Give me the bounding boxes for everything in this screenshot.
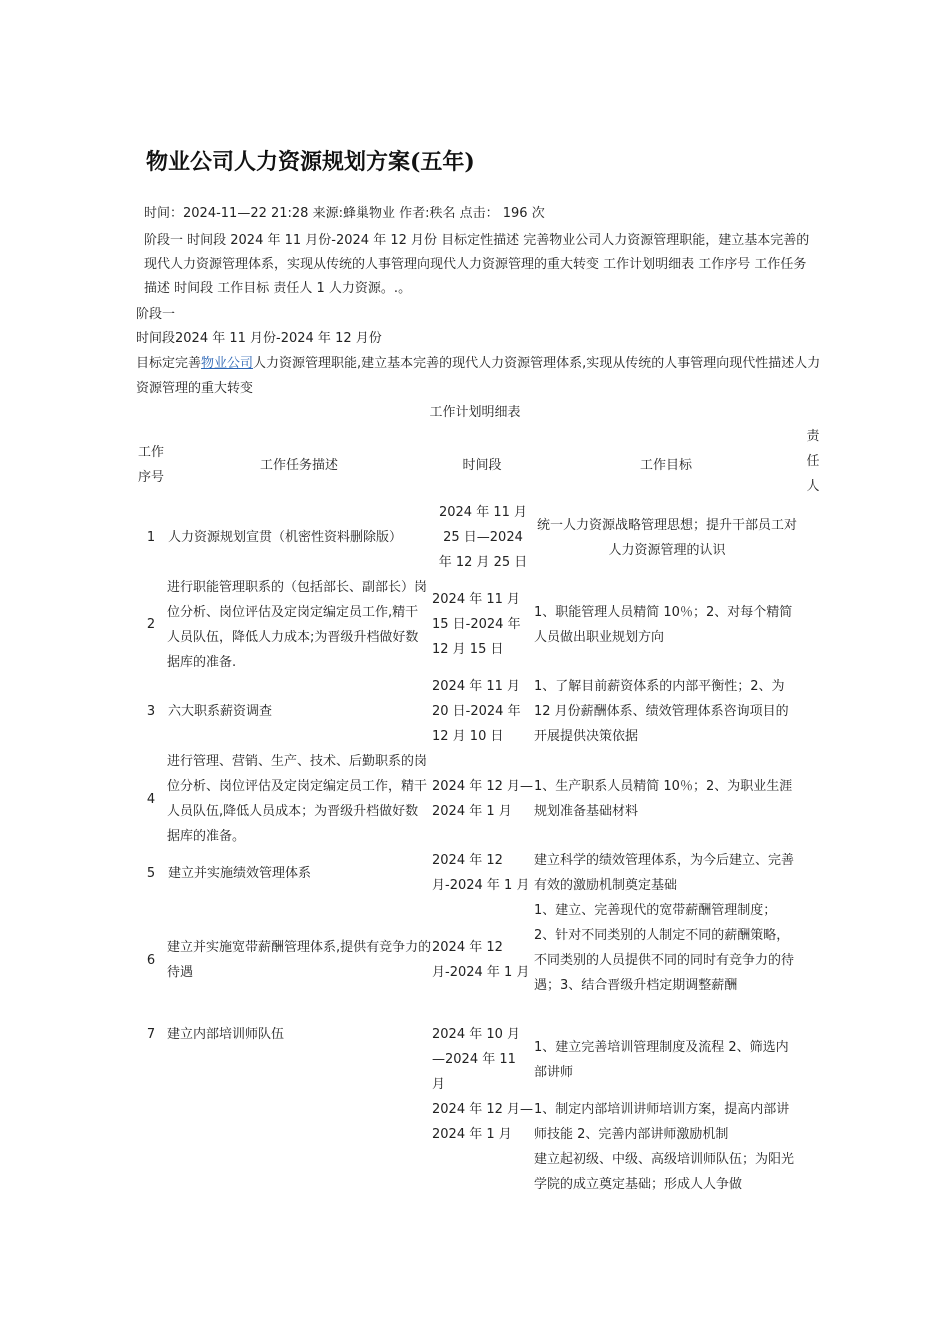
header-owner: 责任人 [806,429,820,494]
row5-task: 建立并实施绩效管理体系 [168,865,312,881]
company-link[interactable]: 物业公司 [201,356,254,371]
row4-task: 进行管理、营销、生产、技术、后勤职系的岗位分析、岗位评估及定岗定编定员工作，精干人员队伍,降低人员成本；为晋级升档做好数据库的准备。 [167,754,428,844]
article-meta: 时间：2024-11—22 21:28 来源:蜂巢物业 作者:秩名 点击： 196 次 [144,206,545,221]
row5-time: 2024 年 12 月-2024 年 1 月 [432,853,530,893]
header-no: 工作序号 [137,445,164,485]
row3-target: 1、了解目前薪资体系的内部平衡性；2、为 12 月份薪酬体系、绩效管理体系咨询项目的开展提供决策依据 [534,679,789,744]
row7-time: 2024 年 10 月—2024 年 11 月 [432,1027,521,1092]
header-task: 工作任务描述 [259,457,338,473]
period-text: 时间段2024 年 11 月份-2024 年 12 月份 [136,331,382,346]
row1-task: 人力资源规划宣贯（机密性资料删除版） [168,529,403,545]
row3-time: 2024 年 11 月 20 日-2024 年 12 月 10 日 [432,679,521,744]
article-summary: 阶段一 时间段 2024 年 11 月份-2024 年 12 月份 目标定性描述 完善物业公司人力资源管理职能，建立基本完善的现代人力资源管理体系，实现从传统的人事管理向现代人力资源管理的重大转变 工作计划明细表 工作序号 工作任务描述 时间段 工作目标 责任人 1 人力资源。.。 [144,233,810,296]
row9-target: 建立起初级、中级、高级培训师队伍；为阳光学院的成立奠定基础；形成人人争做 [534,1152,795,1192]
row3-no: 3 [146,704,156,719]
row6-no: 6 [146,953,156,968]
row6-target: 1、建立、完善现代的宽带薪酬管理制度；2、针对不同类别的人制定不同的薪酬策略，不同类别的人员提供不同的同时有竞争力的待遇；3、结合晋级升档定期调整薪酬 [534,903,795,993]
row4-time: 2024 年 12 月—2024 年 1 月 [432,779,534,819]
row1-no: 1 [146,529,156,545]
header-time: 时间段 [462,457,502,473]
row2-task: 进行职能管理职系的（包括部长、副部长）岗位分析、岗位评估及定岗定编定员工作,精干人员队伍，降低人力成本;为晋级升档做好数据库的准备. [167,580,428,670]
goal-prefix: 目标定完善 [136,356,202,371]
row2-no: 2 [146,616,156,632]
row5-no: 5 [146,865,156,881]
table-caption: 工作计划明细表 [429,405,521,420]
row5-target: 建立科学的绩效管理体系，为今后建立、完善有效的激励机制奠定基础 [534,853,795,893]
row2-target: 1、职能管理人员精简 10％；2、对每个精简人员做出职业规划方向 [534,605,793,645]
header-target: 工作目标 [639,457,692,473]
row3-task: 六大职系薪资调查 [168,704,273,719]
row2-time: 2024 年 11 月 15 日-2024 年 12 月 15 日 [432,592,521,657]
row7-task: 建立内部培训师队伍 [167,1027,285,1042]
goal-suffix: 人力资源管理职能,建立基本完善的现代人力资源管理体系,实现从传统的人事管理向现代性描述人力资源管理的重大转变 [136,356,821,396]
row4-no: 4 [146,791,156,807]
row4-target: 1、生产职系人员精简 10％；2、为职业生涯规划准备基础材料 [534,779,793,819]
row1-target: 统一人力资源战略管理思想；提升干部员工对人力资源管理的认识 [536,518,797,558]
row6-task: 建立并实施宽带薪酬管理体系,提供有竞争力的待遇 [167,940,432,980]
row7-no: 7 [146,1027,156,1042]
row8-target: 1、制定内部培训讲师培训方案，提高内部讲师技能 2、完善内部讲师激励机制 [534,1102,790,1142]
document-title: 物业公司人力资源规划方案(五年) [146,149,475,175]
stage-label: 阶段一 [136,307,176,322]
row7-target: 1、建立完善培训管理制度及流程 2、筛选内部讲师 [534,1040,789,1080]
goal-description [136,351,826,401]
row1-time: 2024 年 11 月 25 日—2024 年 12 月 25 日 [438,505,528,570]
row6-time: 2024 年 12 月-2024 年 1 月 [432,940,530,980]
row8-time: 2024 年 12 月—2024 年 1 月 [432,1102,534,1142]
